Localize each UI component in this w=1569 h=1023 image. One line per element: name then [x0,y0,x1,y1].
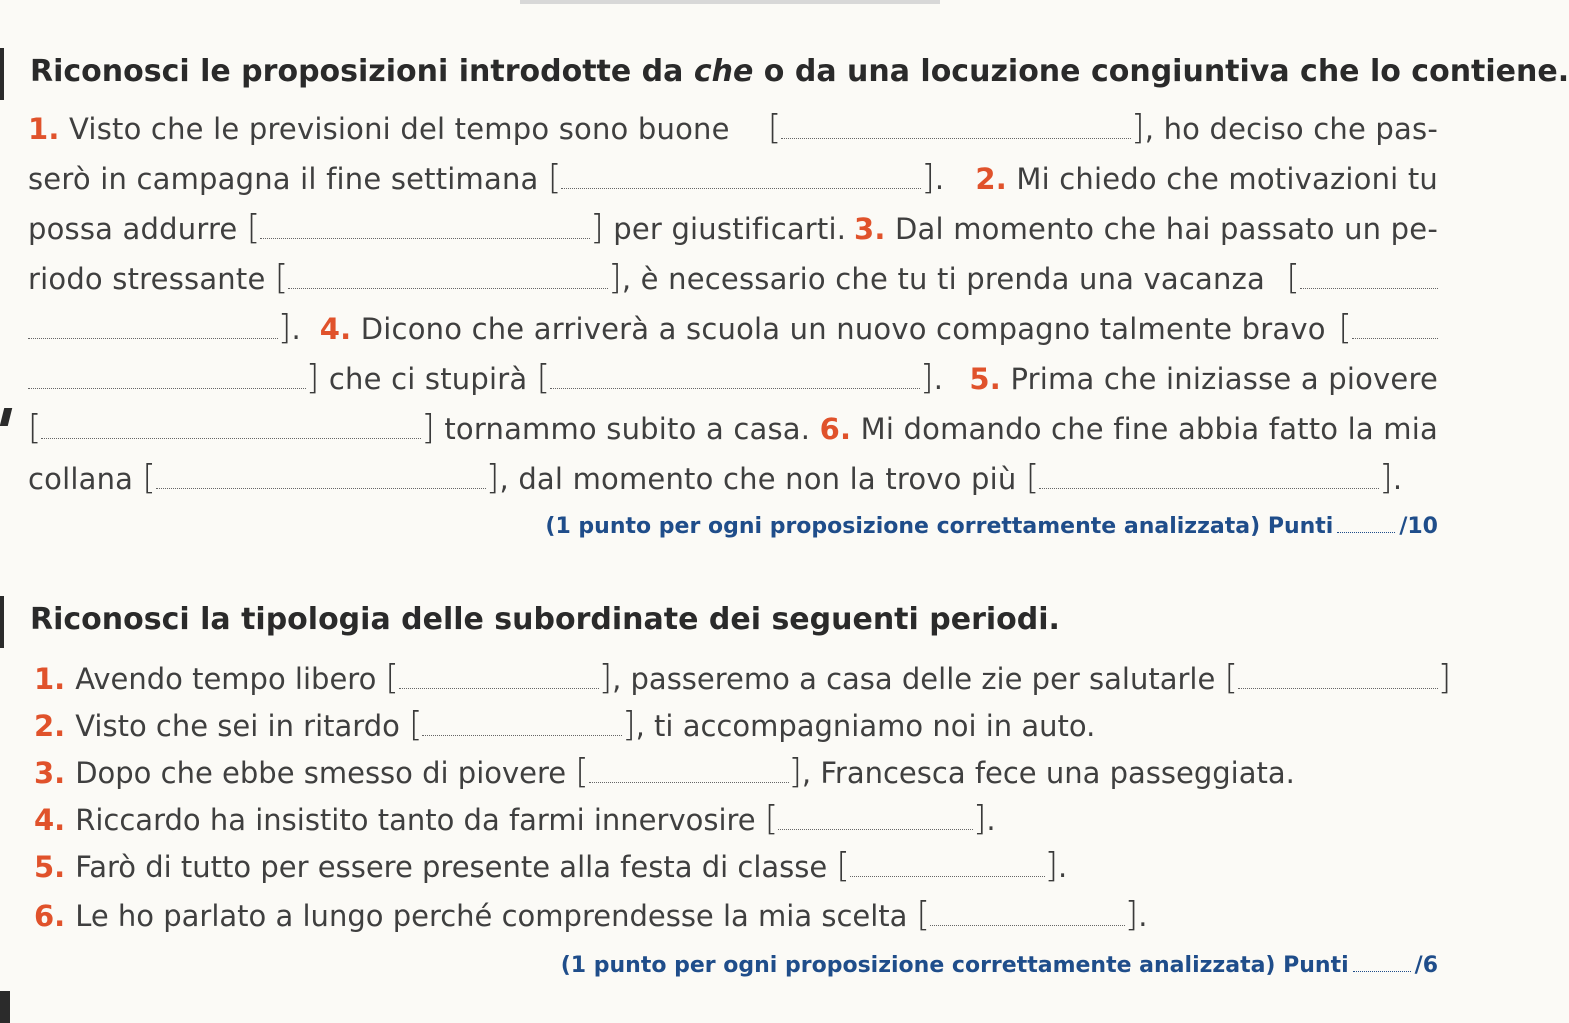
list-item: 4. Riccardo ha insistito tanto da farmi innervosire [ ]. [34,799,996,839]
exercise-line-6: ] che ci stupirà [ ]. 5. Prima che iniziasse a piovere [28,358,1438,398]
section-1-title: Riconosci le proposizioni introdotte da che o da una locuzione congiuntiva che lo contiene. [30,54,1569,89]
list-item: 6. Le ho parlato a lungo perché comprendesse la mia scelta [ ]. [34,895,1148,935]
answer-blank[interactable] [850,854,1045,877]
score-blank[interactable] [1337,518,1395,533]
answer-blank[interactable] [399,666,599,689]
item-number: 3. [853,212,886,246]
item-number: 6. [819,412,852,446]
section-2-score: (1 punto per ogni proposizione correttamente analizzata) Punti /6 [560,953,1438,978]
answer-blank[interactable] [156,466,486,489]
answer-blank[interactable] [1238,666,1438,689]
exercise-line-3: possa addurre [ ] per giustificarti. 3. Dal momento che hai passato un pe- [28,208,1438,248]
item-number: 6. [34,899,66,933]
answer-blank[interactable] [561,166,921,189]
item-number: 5. [969,362,1002,396]
item-number: 4. [319,312,352,346]
answer-blank[interactable] [28,366,306,389]
section-1-marker [0,48,4,100]
item-number: 3. [34,756,66,790]
exercise-line-7: [ ] tornammo subito a casa. 6. Mi domando che fine abbia fatto la mia [28,408,1438,448]
section-2-title: Riconosci la tipologia delle subordinate dei seguenti periodi. [30,602,1060,637]
answer-blank[interactable] [778,807,973,830]
item-number: 1. [28,112,60,146]
answer-blank[interactable] [422,713,622,736]
item-number: 5. [34,850,66,884]
item-number: 2. [975,162,1007,196]
section-2-marker [0,596,4,648]
answer-blank[interactable] [781,116,1131,139]
item-number: 1. [34,662,66,696]
exercise-line-2: serò in campagna il fine settimana [ ]. 2. Mi chiedo che motivazioni tu [28,158,1438,198]
answer-blank[interactable] [1039,466,1379,489]
exercise-line-5: ]. 4. Dicono che arriverà a scuola un nuovo compagno talmente bravo [ [28,308,1438,348]
list-item: 5. Farò di tutto per essere presente alla festa di classe [ ]. [34,846,1068,886]
exercise-line-1: 1. Visto che le previsioni del tempo sono buone [ ], ho deciso che pas- [28,108,1438,148]
margin-mark [0,408,12,426]
answer-blank[interactable] [260,216,590,239]
next-section-marker [0,991,10,1023]
list-item: 1. Avendo tempo libero [ ], passeremo a casa delle zie per salutarle [ ] [34,658,1452,698]
answer-blank[interactable] [1352,316,1438,339]
item-number: 2. [34,709,66,743]
exercise-line-4: riodo stressante [ ], è necessario che tu ti prenda una vacanza [ [28,258,1438,298]
answer-blank[interactable] [550,366,920,389]
answer-blank[interactable] [589,760,789,783]
answer-blank[interactable] [288,266,608,289]
item-number: 4. [34,803,66,837]
answer-blank[interactable] [1300,266,1438,289]
section-1-score: (1 punto per ogni proposizione correttamente analizzata) Punti /10 [545,514,1438,539]
answer-blank[interactable] [930,903,1125,926]
list-item: 2. Visto che sei in ritardo [ ], ti accompagniamo noi in auto. [34,705,1096,745]
list-item: 3. Dopo che ebbe smesso di piovere [ ], Francesca fece una passeggiata. [34,752,1295,792]
score-blank[interactable] [1353,957,1411,972]
answer-blank[interactable] [41,416,421,439]
top-decoration [520,0,940,4]
answer-blank[interactable] [28,316,278,339]
exercise-line-8: collana [ ], dal momento che non la trovo più [ ]. [28,458,1403,498]
